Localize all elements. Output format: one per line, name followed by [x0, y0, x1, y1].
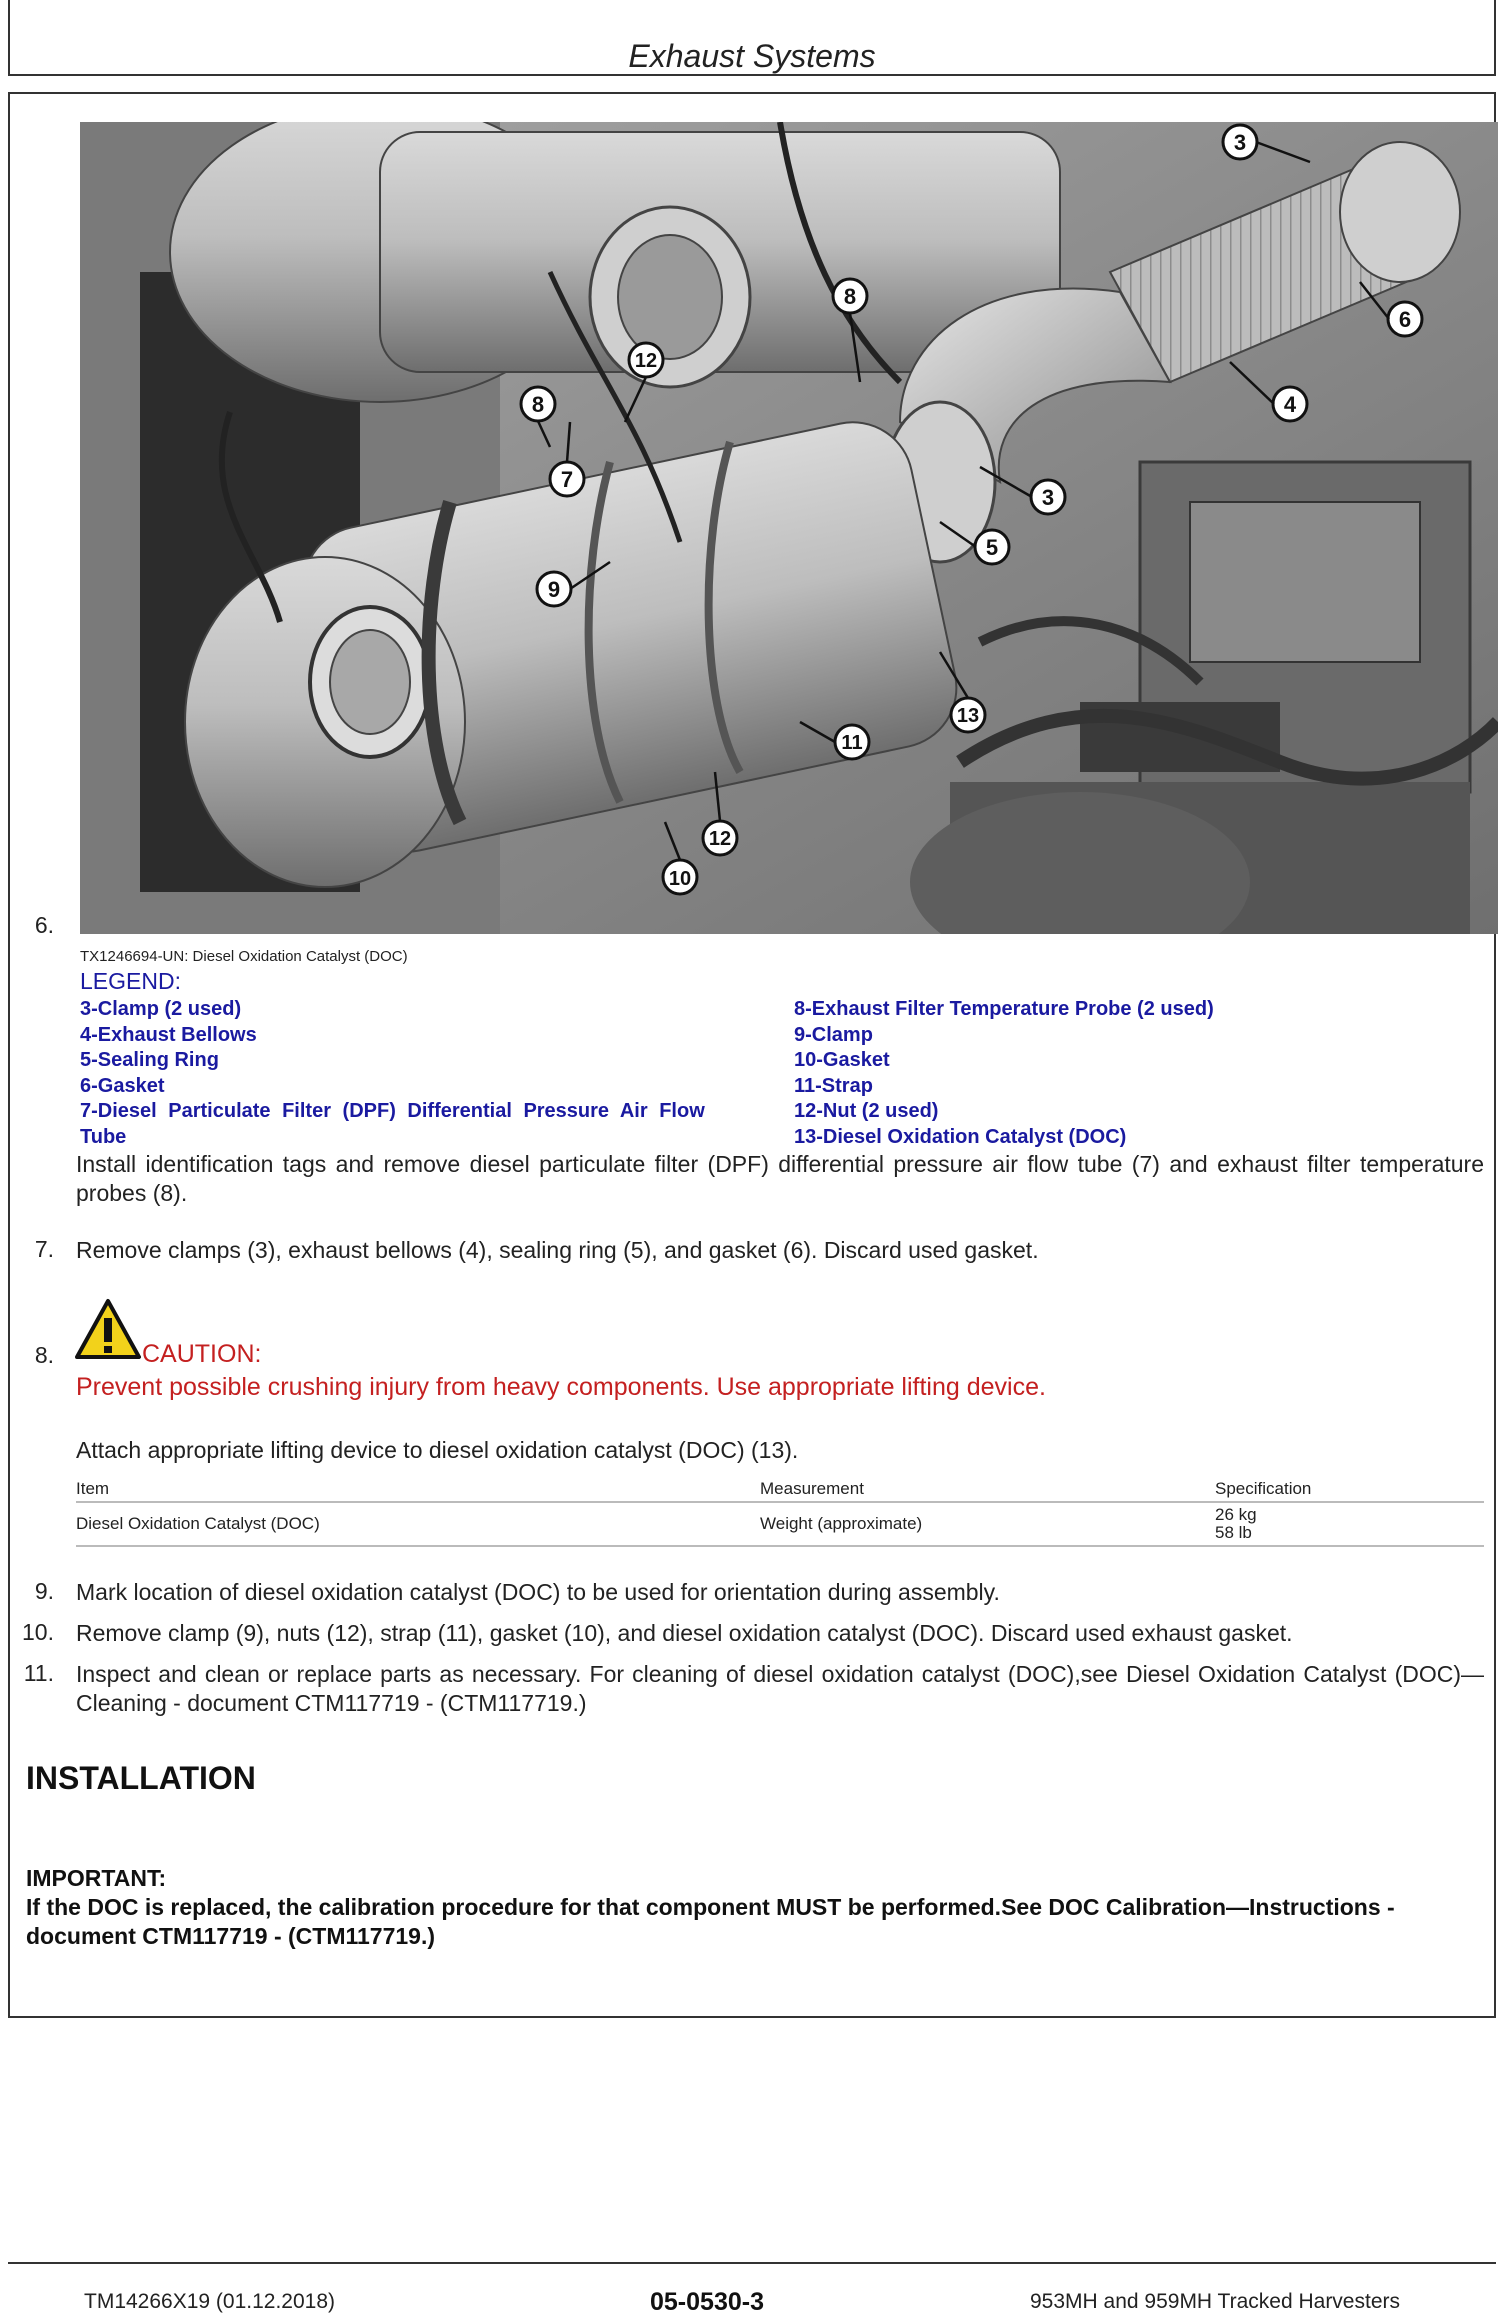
section-heading-installation: INSTALLATION — [26, 1760, 256, 1796]
callout-13 — [951, 698, 985, 732]
figure-caption: TX1246694-UN: Diesel Oxidation Catalyst (DOC) — [80, 948, 408, 965]
spec-metric-value: 26 kg — [1215, 1505, 1257, 1524]
step-number: 9. — [34, 1578, 54, 1604]
svg-text:10: 10 — [668, 868, 692, 890]
svg-text:11: 11 — [841, 732, 863, 754]
important-label: IMPORTANT: — [26, 1865, 167, 1891]
legend-left-column — [80, 997, 780, 1150]
legend-item: 12-Nut (2 used) — [794, 1100, 939, 1122]
spec-imperial-value: 58 lb — [1215, 1523, 1252, 1542]
svg-text:8: 8 — [531, 392, 545, 417]
table-header-measurement: Measurement — [760, 1478, 864, 1498]
table-header-item: Item — [76, 1478, 110, 1498]
legend-item: 8-Exhaust Filter Temperature Probe (2 used) — [794, 998, 1214, 1020]
legend-item: 10-Gasket — [794, 1049, 890, 1071]
callout-6 — [1388, 302, 1422, 336]
legend-item: 7-Diesel Particulate Filter (DPF) Differential Pressure Air Flow — [80, 1100, 705, 1122]
footer-page-number: 05-0530-3 — [650, 2288, 764, 2316]
callout-8-right — [833, 279, 867, 313]
callout-5 — [975, 530, 1009, 564]
svg-text:9: 9 — [547, 577, 561, 602]
callout-9 — [537, 572, 571, 606]
legend-item: 13-Diesel Oxidation Catalyst (DOC) — [794, 1125, 1127, 1148]
svg-text:7: 7 — [560, 467, 574, 492]
page-header-title: Exhaust Systems — [628, 38, 876, 74]
callout-12-top — [629, 343, 663, 377]
legend-item: 9-Clamp — [794, 1023, 873, 1046]
table-cell-measurement: Weight (approximate) — [760, 1514, 923, 1533]
legend-title: LEGEND: — [80, 968, 181, 994]
warning-triangle-icon — [74, 1298, 142, 1360]
svg-text:8: 8 — [843, 284, 857, 309]
step-text: Inspect and clean or replace parts as necessary. For cleaning of diesel oxidation catalyst (DOC),see Diesel Oxidation Catalyst (DOC)—Cleaning - document CTM117719 - (CTM117719.) — [76, 1661, 1484, 1716]
svg-text:12: 12 — [708, 828, 732, 850]
callout-10 — [663, 860, 697, 894]
svg-text:4: 4 — [1283, 392, 1297, 417]
svg-text:12: 12 — [634, 350, 658, 372]
step-text: Remove clamp (9), nuts (12), strap (11), gasket (10), and diesel oxidation catalyst (DOC). Discard used exhaust gasket. — [76, 1620, 1293, 1646]
important-text: If the DOC is replaced, the calibration procedure for that component MUST be performed.See DOC Calibration—Instructions - document CTM117719 - (CTM117719.) — [26, 1894, 1395, 1949]
table-cell-specification — [1215, 1502, 1484, 1546]
step-number: 10. — [22, 1619, 54, 1645]
legend-item: Tube — [80, 1125, 127, 1148]
callout-11 — [835, 725, 869, 759]
table-header-row — [76, 1476, 1484, 1502]
legend-item: 5-Sealing Ring — [80, 1049, 219, 1071]
svg-text:3: 3 — [1233, 130, 1247, 155]
svg-text:6: 6 — [1398, 307, 1412, 332]
legend-right-column — [794, 997, 1434, 1150]
caution-label: CAUTION: — [142, 1340, 262, 1368]
table-header-specification: Specification — [1215, 1478, 1312, 1498]
footer-divider — [8, 2262, 1496, 2264]
legend-item: 4-Exhaust Bellows — [80, 1023, 257, 1046]
step-text: Attach appropriate lifting device to diesel oxidation catalyst (DOC) (13). — [76, 1437, 799, 1463]
step-text: Mark location of diesel oxidation catalyst (DOC) to be used for orientation during assembly. — [76, 1579, 1000, 1605]
svg-text:5: 5 — [985, 535, 999, 560]
callout-3-top — [1223, 125, 1257, 159]
callout-3-mid — [1031, 480, 1065, 514]
svg-text:3: 3 — [1041, 485, 1055, 510]
legend-item: 6-Gasket — [80, 1074, 165, 1097]
callout-8-left — [521, 387, 555, 421]
footer-document-id: TM14266X19 (01.12.2018) — [84, 2290, 336, 2313]
step-number: 11. — [23, 1660, 54, 1686]
legend-item: 3-Clamp (2 used) — [80, 998, 242, 1020]
step-number: 8. — [34, 1342, 54, 1368]
callout-4 — [1273, 387, 1307, 421]
footer-product-name: 953MH and 959MH Tracked Harvesters — [1030, 2290, 1400, 2313]
table-cell-item: Diesel Oxidation Catalyst (DOC) — [76, 1514, 320, 1533]
step-text: Install identification tags and remove diesel particulate filter (DPF) differential pressure air flow tube (7) and exhaust filter temperature probes (8). — [76, 1151, 1484, 1206]
specification-table — [76, 1476, 1484, 1547]
callout-12-bottom — [703, 821, 737, 855]
important-notice — [26, 1864, 1486, 1951]
svg-text:13: 13 — [956, 705, 980, 727]
step-number: 6. — [34, 912, 54, 938]
callout-7 — [550, 462, 584, 496]
caution-text: Prevent possible crushing injury from heavy components. Use appropriate lifting device. — [76, 1373, 1046, 1401]
step-text: Remove clamps (3), exhaust bellows (4), sealing ring (5), and gasket (6). Discard used gasket. — [76, 1237, 1039, 1263]
exhaust-system-illustration — [80, 122, 1498, 934]
legend-item: 11-Strap — [794, 1074, 873, 1097]
step-number: 7. — [34, 1236, 54, 1262]
table-row — [76, 1502, 1484, 1546]
